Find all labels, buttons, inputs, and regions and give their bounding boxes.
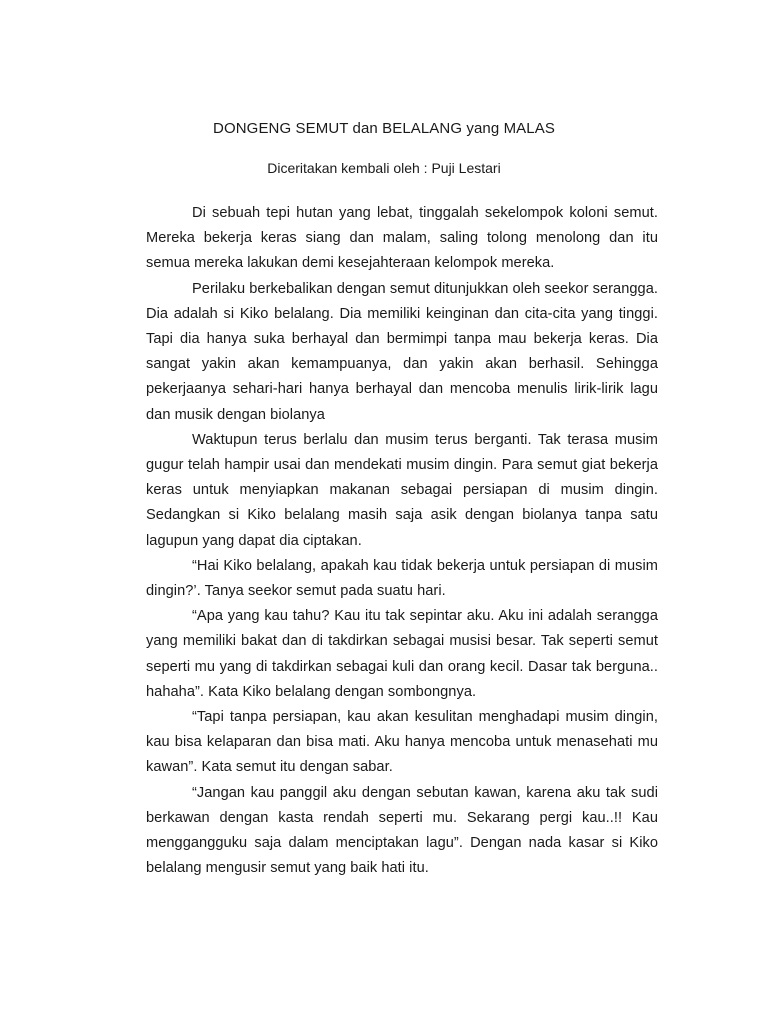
paragraph-3: Waktupun terus berlalu dan musim terus berganti. Tak terasa musim gugur telah hampir usai dan mendekati musim dingin. Para semut giat bekerja keras untuk menyiapkan makanan sebagai persiapan di musim dingin. Sedangkan si Kiko belalang masih saja asik dengan biolanya tanpa satu lagupun yang dapat dia ciptakan. [146, 431, 658, 549]
paragraph-1: Di sebuah tepi hutan yang lebat, tinggalah sekelompok koloni semut. Mereka bekerja keras siang dan malam, saling tolong menolong dan itu semua mereka lakukan demi kesejahteraan kelompok mereka. [146, 205, 658, 272]
paragraph-2: Perilaku berkebalikan dengan semut ditunjukkan oleh seekor serangga. Dia adalah si Kiko belalang. Dia memiliki keinginan dan cita-cita yang tinggi. Tapi dia hanya suka berhayal dan bermimpi tanpa mau bekerja keras. Dia sangat yakin akan kemampuanya, dan yakin akan berhasil. Sehingga pekerjaanya sehari-hari hanya berhayal dan mencoba menulis lirik-lirik lagu dan musik dengan biolanya [146, 280, 658, 423]
document-title: DONGENG SEMUT dan BELALANG yang MALAS [213, 120, 555, 137]
paragraph-7: “Jangan kau panggil aku dengan sebutan kawan, karena aku tak sudi berkawan dengan kasta rendah seperti mu. Sekarang pergi kau..!! Kau menggangguku saja dalam menciptakan lagu”. Dengan nada kasar si Kiko belalang mengusir semut yang baik hati itu. [146, 784, 658, 877]
document-subtitle: Diceritakan kembali oleh : Puji Lestari [267, 160, 501, 176]
paragraph-6: “Tapi tanpa persiapan, kau akan kesulitan menghadapi musim dingin, kau bisa kelaparan dan bisa mati. Aku hanya mencoba untuk menasehati mu kawan”. Kata semut itu dengan sabar. [146, 709, 658, 776]
story-body [146, 201, 658, 881]
paragraph-4: “Hai Kiko belalang, apakah kau tidak bekerja untuk persiapan di musim dingin?’. Tanya seekor semut pada suatu hari. [146, 557, 658, 600]
paragraph-5: “Apa yang kau tahu? Kau itu tak sepintar aku. Aku ini adalah serangga yang memiliki bakat dan di takdirkan sebagai musisi besar. Tak seperti semut seperti mu yang di takdirkan sebagai kuli dan orang kecil. Dasar tak berguna.. hahaha”. Kata Kiko belalang dengan sombongnya. [146, 608, 658, 700]
